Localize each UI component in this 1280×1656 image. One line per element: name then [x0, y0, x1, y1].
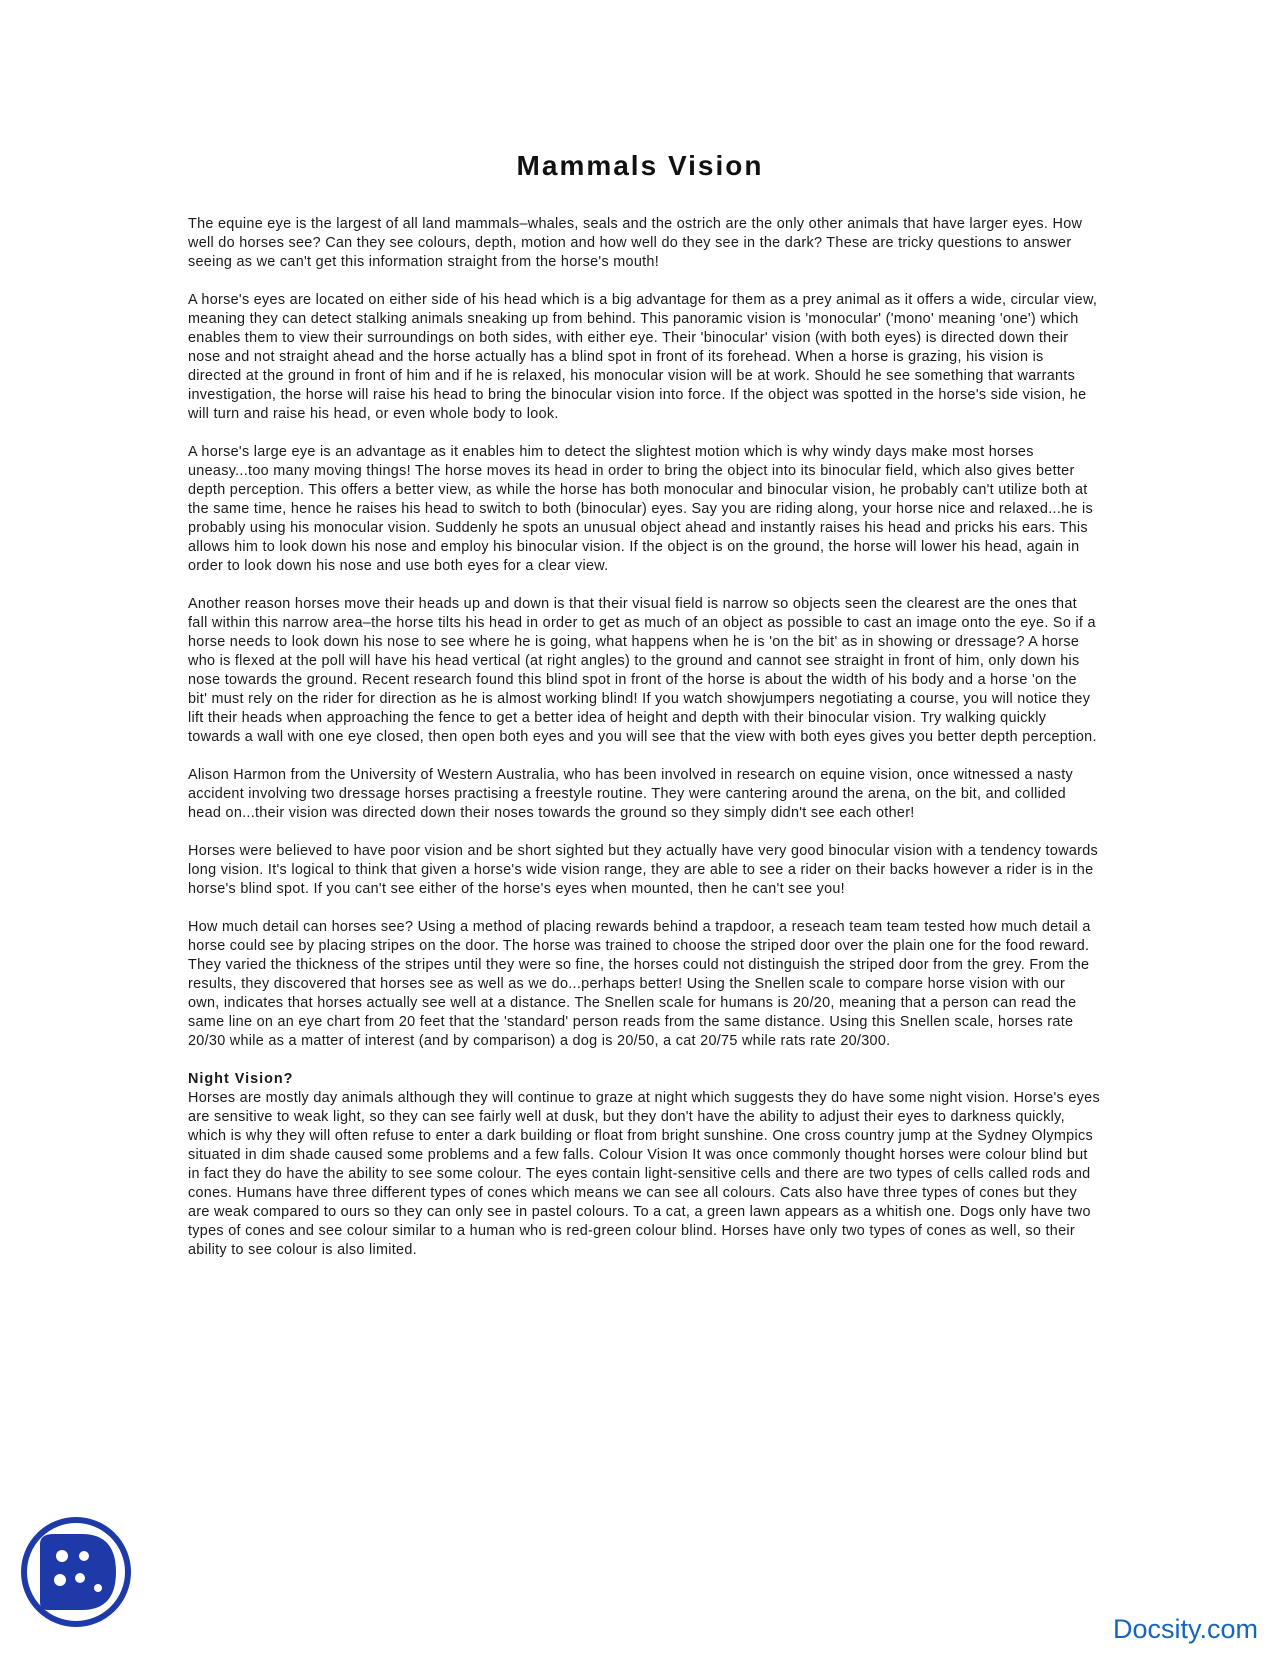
paragraph-eye-location: A horse's eyes are located on either side of his head which is a big advantage for them as a prey animal as it offers a wide, circular view, meaning they can detect stalking animals sneaking up from behind. This panoramic vision is 'monocular' ('mono' meaning 'one') which enables them to view their surroundings on both sides, with either eye. Their 'binocular' vision (with both eyes) is directed down their nose and not straight ahead and the horse actually has a blind spot in front of its forehead. When a horse is grazing, his vision is directed at the ground in front of him and if he is relaxed, his monocular vision will be at work. Should he see something that warrants investigation, the horse will raise his head to bring the binocular vision into force. If the object was spotted in the horse's side vision, he will turn and raise his head, or even whole body to look.: [188, 292, 1098, 422]
paragraph-equine-eye: The equine eye is the largest of all land mammals–whales, seals and the ostrich are the only other animals that have larger eyes. How well do horses see? Can they see colours, depth, motion and how well do they see in the dark? These are tricky questions to answer seeing as we can't get this information straight from the horse's mouth!: [188, 216, 1083, 270]
docsity-logo-icon: [20, 1516, 132, 1628]
night-vision-heading: Night Vision?: [188, 1071, 294, 1087]
page-title: Mammals Vision: [516, 150, 764, 181]
paragraph-head-movement: Another reason horses move their heads up and down is that their visual field is narrow so objects seen the clearest are the ones that fall within this narrow area–the horse tilts his head in order to get as much of an object as possible to cast an image onto the eye. So if a horse needs to look down his nose to see where he is going, what happens when he is 'on the bit' as in showing or dressage? A horse who is flexed at the poll will have his head vertical (at right angles) to the ground and cannot see straight in front of him, only down his nose towards the ground. Recent research found this blind spot in front of the horse is about the width of his body and a horse 'on the bit' must rely on the rider for direction as he is almost working blind! If you watch showjumpers negotiating a course, you will notice they lift their heads when approaching the fence to get a better idea of height and depth with their binocular vision. Try walking quickly towards a wall with one eye closed, then open both eyes and you will see that the view with both eyes gives you better depth perception.: [188, 596, 1097, 745]
paragraph-large-eye: A horse's large eye is an advantage as it enables him to detect the slightest motion which is why windy days make most horses uneasy...too many moving things! The horse moves its head in order to bring the object into its binocular field, which also gives better depth perception. This offers a better view, as while the horse has both monocular and binocular vision, he probably can't utilize both at the same time, hence he raises his head to switch to both (binocular) eyes. Say you are riding along, your horse nice and relaxed...he is probably using his monocular vision. Suddenly he spots an unusual object ahead and instantly raises his head and pricks his ears. This allows him to look down his nose and employ his binocular vision. If the object is on the ground, the horse will lower his head, again in order to look down his nose and use both eyes for a clear view.: [188, 444, 1094, 574]
night-vision-section: [188, 1070, 1100, 1260]
document-body: [188, 215, 1100, 1279]
night-vision-paragraph: Horses are mostly day animals although they will continue to graze at night which suggests they do have some night vision. Horse's eyes are sensitive to weak light, so they can see fairly well at dusk, but they don't have the ability to adjust their eyes to darkness quickly, which is why they will often refuse to enter a dark building or float from bright sunshine. One cross country jump at the Sydney Olympics situated in dim shade caused some problems and a few falls. Colour Vision It was once commonly thought horses were colour blind but in fact they do have the ability to see some colour. The eyes contain light-sensitive cells and there are two types of cells called rods and cones. Humans have three different types of cones which means we can see all colours. Cats also have three types of cones but they are weak compared to ours so they can only see in pastel colours. To a cat, a green lawn appears as a whitish one. Dogs only have two types of cones and see colour similar to a human who is red-green colour blind. Horses have only two types of cones as well, so their ability to see colour is also limited.: [188, 1090, 1100, 1258]
docsity-brand-link[interactable]: Docsity.com: [1112, 1614, 1258, 1644]
paragraph-detail: How much detail can horses see? Using a method of placing rewards behind a trapdoor, a reseach team team tested how much detail a horse could see by placing stripes on the door. The horse was trained to choose the striped door over the plain one for the food reward. They varied the thickness of the stripes until they were so fine, the horses could not distinguish the striped door from the grey. From the results, they discovered that horses see as well as we do...perhaps better! Using the Snellen scale to compare horse vision with our own, indicates that horses actually see well at a distance. The Snellen scale for humans is 20/20, meaning that a person can read the same line on an eye chart from 20 feet that the 'standard' person reads from the same distance. Using this Snellen scale, horses rate 20/30 while as a matter of interest (and by comparison) a dog is 20/50, a cat 20/75 while rats rate 20/300.: [188, 919, 1091, 1049]
paragraph-accident: Alison Harmon from the University of Western Australia, who has been involved in research on equine vision, once witnessed a nasty accident involving two dressage horses practising a freestyle routine. They were cantering around the arena, on the bit, and collided head on...their vision was directed down their noses towards the ground so they simply didn't see each other!: [188, 767, 1074, 821]
paragraph-long-vision: Horses were believed to have poor vision and be short sighted but they actually have very good binocular vision with a tendency towards long vision. It's logical to think that given a horse's wide vision range, they are able to see a rider on their backs however a rider is in the horse's blind spot. If you can't see either of the horse's eyes when mounted, then he can't see you!: [188, 843, 1099, 897]
